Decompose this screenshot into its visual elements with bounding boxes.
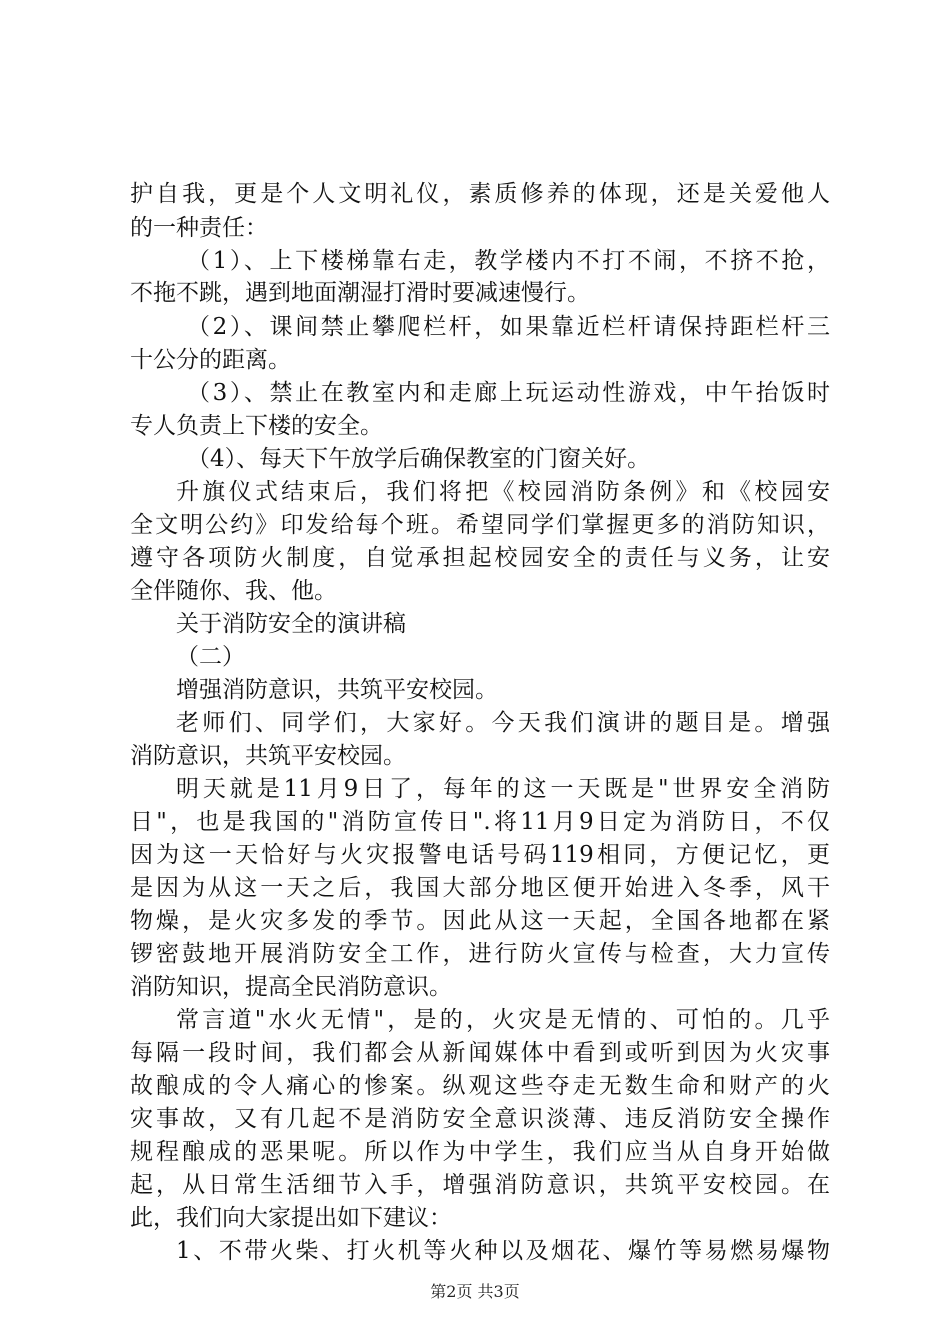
text-line: 升旗仪式结束后，我们将把《校园消防条例》和《校园安 [176,479,830,505]
text-line: 是因为从这一天之后，我国大部分地区便开始进入冬季，风干 [130,875,830,901]
text-line: （2）、课间禁止攀爬栏杆，如果靠近栏杆请保持距栏杆三 [187,314,830,340]
text-line: 明天就是11月9日了，每年的这一天既是"世界安全消防 [176,776,830,802]
text-line: 规程酿成的恶果呢。所以作为中学生，我们应当从自身开始做 [130,1139,830,1165]
text-line: 每隔一段时间，我们都会从新闻媒体中看到或听到因为火灾事 [130,1040,830,1066]
section-number: （二） [176,644,245,670]
text-line: （3）、禁止在教室内和走廊上玩运动性游戏，中午抬饭时 [187,380,830,406]
page-footer: 第2页 共3页 [430,1282,520,1301]
text-line: 遵守各项防火制度，自觉承担起校园安全的责任与义务，让安 [130,545,830,571]
text-line: 1、不带火柴、打火机等火种以及烟花、爆竹等易燃易爆物 [176,1238,830,1264]
text-line: 灾事故，又有几起不是消防安全意识淡薄、违反消防安全操作 [130,1106,830,1132]
text-line: 消防意识，共筑平安校园。 [130,743,406,769]
text-line: 全文明公约》印发给每个班。希望同学们掌握更多的消防知识， [130,512,830,538]
text-line: 全伴随你、我、他。 [130,578,337,604]
text-line: 的一种责任： [130,215,268,241]
text-line: 物燥，是火灾多发的季节。因此从这一天起，全国各地都在紧 [130,908,830,934]
section-title: 关于消防安全的演讲稿 [176,611,406,637]
text-line: 因为这一天恰好与火灾报警电话号码119相同，方便记忆，更 [130,842,830,868]
text-line: 增强消防意识，共筑平安校园。 [176,677,498,703]
text-line: 消防知识，提高全民消防意识。 [130,974,452,1000]
text-line: 此，我们向大家提出如下建议： [130,1205,452,1231]
text-line: 专人负责上下楼的安全。 [130,413,383,439]
text-line: 故酿成的令人痛心的惨案。纵观这些夺走无数生命和财产的火 [130,1073,830,1099]
text-line: 起，从日常生活细节入手，增强消防意识，共筑平安校园。在 [130,1172,830,1198]
text-line: （4）、每天下午放学后确保教室的门窗关好。 [187,446,651,472]
text-line: 日"，也是我国的"消防宣传日".将11月9日定为消防日，不仅 [130,809,830,835]
text-line: 护自我，更是个人文明礼仪，素质修养的体现，还是关爱他人 [130,181,830,207]
text-line: 不拖不跳，遇到地面潮湿打滑时要减速慢行。 [130,280,590,306]
text-line: 十公分的距离。 [130,347,291,373]
text-line: 常言道"水火无情"，是的，火灾是无情的、可怕的。几乎 [176,1007,830,1033]
text-line: 锣密鼓地开展消防安全工作，进行防火宣传与检查，大力宣传 [130,941,830,967]
text-line: 老师们、同学们，大家好。今天我们演讲的题目是。增强 [176,710,830,736]
text-line: （1）、上下楼梯靠右走，教学楼内不打不闹，不挤不抢， [187,248,830,274]
